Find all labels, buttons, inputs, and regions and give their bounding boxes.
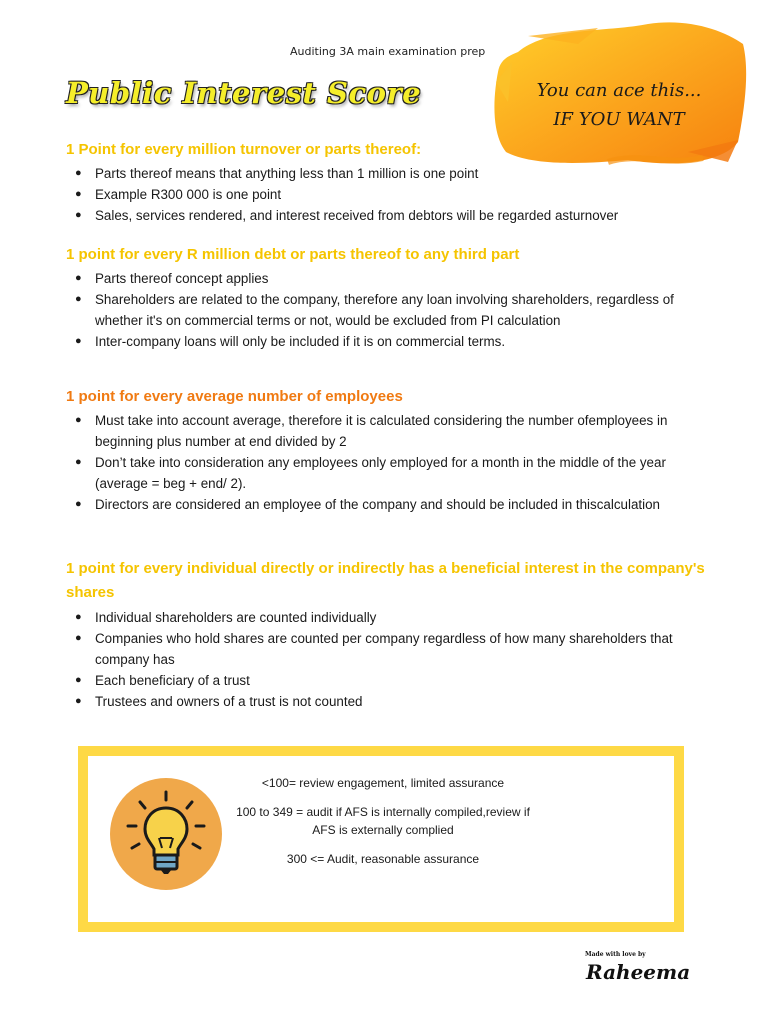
motivation-line-2: IF YOU WANT	[553, 109, 685, 130]
section-turnover	[66, 139, 706, 226]
bullet-list	[66, 163, 706, 226]
list-item-text: Companies who hold shares are counted per company regardless of how many shareholders that company has	[95, 631, 673, 667]
page-title: Public Interest Score	[66, 76, 422, 110]
list-item	[66, 452, 706, 494]
section-heading: 1 point for every average number of employees	[66, 388, 403, 405]
made-with-label: Made with love by	[585, 951, 646, 958]
motivation-text	[488, 76, 750, 134]
bullet-icon: ●	[75, 335, 82, 347]
list-item-text: Each beneficiary of a trust	[95, 673, 250, 688]
list-item	[66, 163, 706, 184]
list-item-text: Parts thereof concept applies	[95, 271, 269, 286]
list-item	[66, 289, 706, 331]
list-item-text: Don’t take into consideration any employees only employed for a month in the middle of the year (average = beg + end/ 2).	[95, 455, 666, 491]
summary-text	[233, 774, 533, 879]
list-item-text: Sales, services rendered, and interest received from debtors will be regarded asturnover	[95, 208, 619, 223]
lightbulb-icon	[110, 778, 222, 890]
list-item	[66, 184, 706, 205]
list-item	[66, 494, 706, 515]
bullet-icon: ●	[75, 188, 82, 200]
bullet-icon: ●	[75, 167, 82, 179]
section-heading: 1 point for every R million debt or parts thereof to any third part	[66, 246, 520, 263]
list-item-text: Example R300 000 is one point	[95, 187, 282, 202]
list-item-text: Inter-company loans will only be included if it is on commercial terms.	[95, 334, 506, 349]
section-heading: 1 Point for every million turnover or parts thereof:	[66, 141, 422, 158]
list-item-text: Must take into account average, therefore it is calculated considering the number ofemployees in beginning plus number at end divided by 2	[95, 413, 668, 449]
bullet-icon: ●	[75, 632, 82, 644]
summary-line-1: <100= review engagement, limited assurance	[261, 776, 505, 790]
summary-box	[78, 746, 684, 932]
bullet-icon: ●	[75, 611, 82, 623]
subtitle: Auditing 3A main examination prep	[290, 45, 486, 58]
list-item	[66, 410, 706, 452]
list-item	[66, 691, 706, 712]
bullet-icon: ●	[75, 272, 82, 284]
motivation-line-1: You can ace this...	[536, 80, 702, 101]
section-heading: 1 point for every individual directly or indirectly has a beneficial interest in the company's shares	[66, 560, 705, 601]
bullet-icon: ●	[75, 456, 82, 468]
list-item	[66, 331, 706, 352]
list-item-text: Directors are considered an employee of the company and should be included in thiscalculation	[95, 497, 660, 512]
list-item	[66, 670, 706, 691]
bullet-icon: ●	[75, 674, 82, 686]
list-item-text: Parts thereof means that anything less than 1 million is one point	[95, 166, 479, 181]
summary-line-3: 300 <= Audit, reasonable assurance	[286, 852, 480, 866]
bullet-list	[66, 607, 706, 712]
bullet-icon: ●	[75, 293, 82, 305]
list-item-text: Trustees and owners of a trust is not counted	[95, 694, 363, 709]
section-shareholders	[66, 557, 706, 712]
list-item	[66, 628, 706, 670]
list-item	[66, 607, 706, 628]
bullet-icon: ●	[75, 695, 82, 707]
summary-line-2: 100 to 349 = audit if AFS is internally compiled,review if AFS is externally complied	[236, 805, 530, 837]
bullet-icon: ●	[75, 498, 82, 510]
list-item	[66, 268, 706, 289]
author-signature: Raheema	[586, 960, 691, 984]
bullet-list	[66, 268, 706, 352]
list-item-text: Individual shareholders are counted individually	[95, 610, 377, 625]
section-debt	[66, 244, 706, 352]
bullet-icon: ●	[75, 414, 82, 426]
bullet-list	[66, 410, 706, 515]
list-item	[66, 205, 706, 226]
bullet-icon: ●	[75, 209, 82, 221]
summary-box-inner	[88, 756, 674, 922]
list-item-text: Shareholders are related to the company, therefore any loan involving shareholders, regardless of whether it's on commercial terms or not, would be excluded from PI calculation	[95, 292, 674, 328]
section-employees	[66, 386, 706, 515]
